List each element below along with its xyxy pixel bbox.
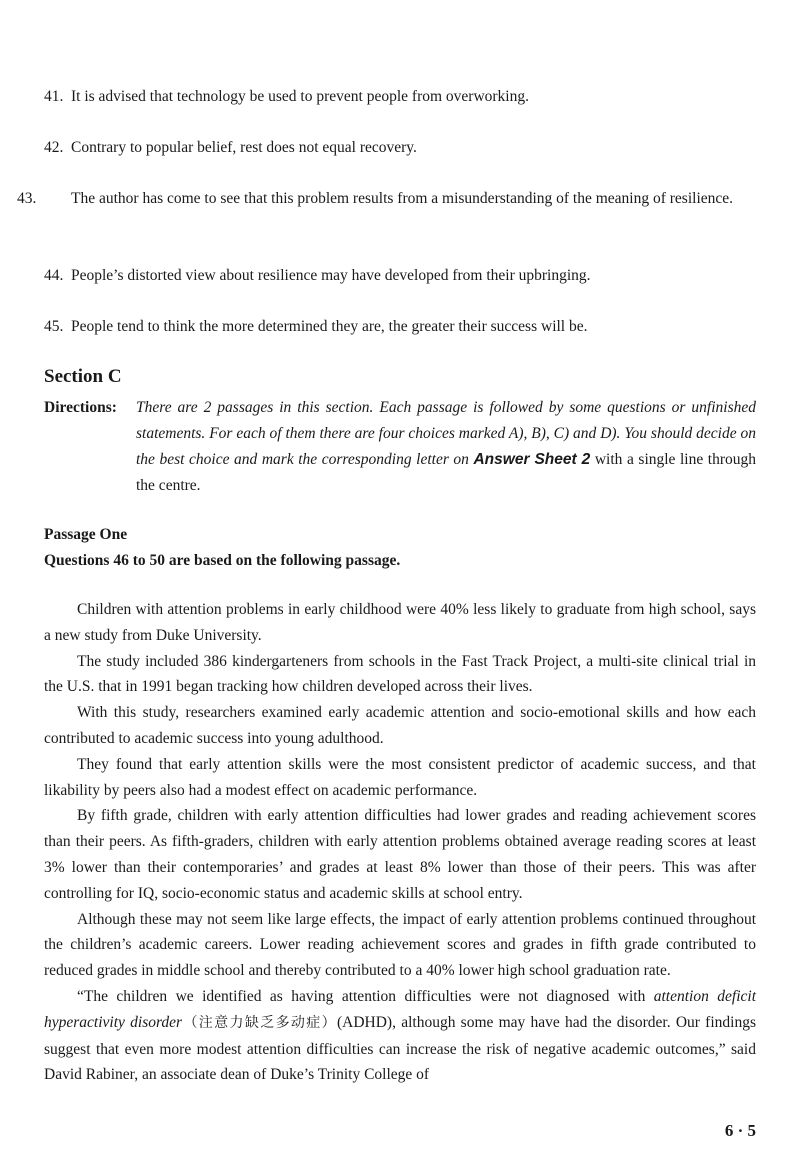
passage-paragraph-last: [44, 984, 756, 1088]
section-title: Section C: [44, 366, 122, 387]
statement-43: [17, 186, 756, 212]
statement-text: Contrary to popular belief, rest does not equal recovery.: [71, 139, 417, 156]
directions-body: [136, 395, 756, 499]
statement-text: It is advised that technology be used to prevent people from overworking.: [71, 88, 529, 105]
passage-paragraph: The study included 386 kindergarteners from schools in the Fast Track Project, a multi-site clinical trial in the U.S. that in 1991 began tracking how children developed across their lives.: [44, 652, 756, 696]
passage-paragraph: By fifth grade, children with early attention difficulties had lower grades and reading achievement scores than their peers. As fifth-graders, children with early attention problems obtained average reading scores at least 3% lower than their contemporaries’ and grades at least 8% lower than those of their peers. This was after controlling for IQ, socio-economic status and academic skills at school entry.: [44, 807, 756, 902]
statement-number: 42.: [44, 139, 64, 156]
passage-questions-line: Questions 46 to 50 are based on the following passage.: [44, 552, 401, 569]
statement-text: People’s distorted view about resilience may have developed from their upbringing.: [71, 267, 591, 284]
directions-label: Directions:: [44, 399, 117, 416]
passage-paragraph: Although these may not seem like large effects, the impact of early attention problems continued throughout the children’s academic careers. Lower reading achievement scores and grades in fifth grade contributed to reduced grades in middle school and thereby contributed to a 40% lower high school graduation rate.: [44, 910, 756, 980]
directions-text: There are 2 passages in this section. Each passage is followed by some questions or unfinished statements. For each of them there are four choices marked A), B), C) and D). You should decide on the best choice and mark the corresponding letter on: [136, 399, 756, 468]
statement-number: 45.: [44, 318, 64, 335]
answer-sheet-label: Answer Sheet 2: [473, 451, 591, 468]
statement-text: The author has come to see that this problem results from a misunderstanding of the meaning of resilience.: [71, 190, 734, 207]
page-number: 6 · 5: [724, 1121, 756, 1140]
statement-number: 41.: [44, 88, 64, 105]
statement-44: [44, 263, 756, 289]
exam-page: [17, 0, 757, 1157]
passage-paragraph: Children with attention problems in early childhood were 40% less likely to graduate from high school, says a new study from Duke University.: [44, 601, 756, 644]
quote-start: “The children we identified as having attention difficulties were not diagnosed with: [77, 987, 646, 1005]
statement-number: 43.: [17, 190, 37, 207]
statement-number: 44.: [44, 267, 64, 284]
statement-41: [44, 84, 756, 110]
passage-paragraph: With this study, researchers examined early academic attention and socio-emotional skills and how each contributed to academic success into young adulthood.: [44, 704, 756, 747]
passage-body: [44, 597, 756, 1088]
adhd-chinese-gloss: （注意力缺乏多动症）: [182, 1014, 337, 1031]
directions-tail: with a single line through the centre.: [136, 451, 757, 494]
quote-rest: (ADHD), although some may have had the disorder. Our findings suggest that even more modest attention difficulties can increase the risk of negative academic outcomes,” said David Rabiner, an associate dean of Duke’s Trinity College of: [44, 1013, 756, 1084]
statement-text: People tend to think the more determined they are, the greater their success will be.: [71, 318, 588, 335]
passage-title: Passage One: [44, 526, 128, 543]
statement-42: [44, 135, 756, 161]
adhd-term: attention deficit hyperactivity disorder: [44, 987, 757, 1031]
statement-45: [44, 314, 756, 340]
directions: [44, 395, 756, 499]
passage-paragraph: They found that early attention skills were the most consistent predictor of academic success, and that likability by peers also had a modest effect on academic performance.: [44, 755, 756, 799]
